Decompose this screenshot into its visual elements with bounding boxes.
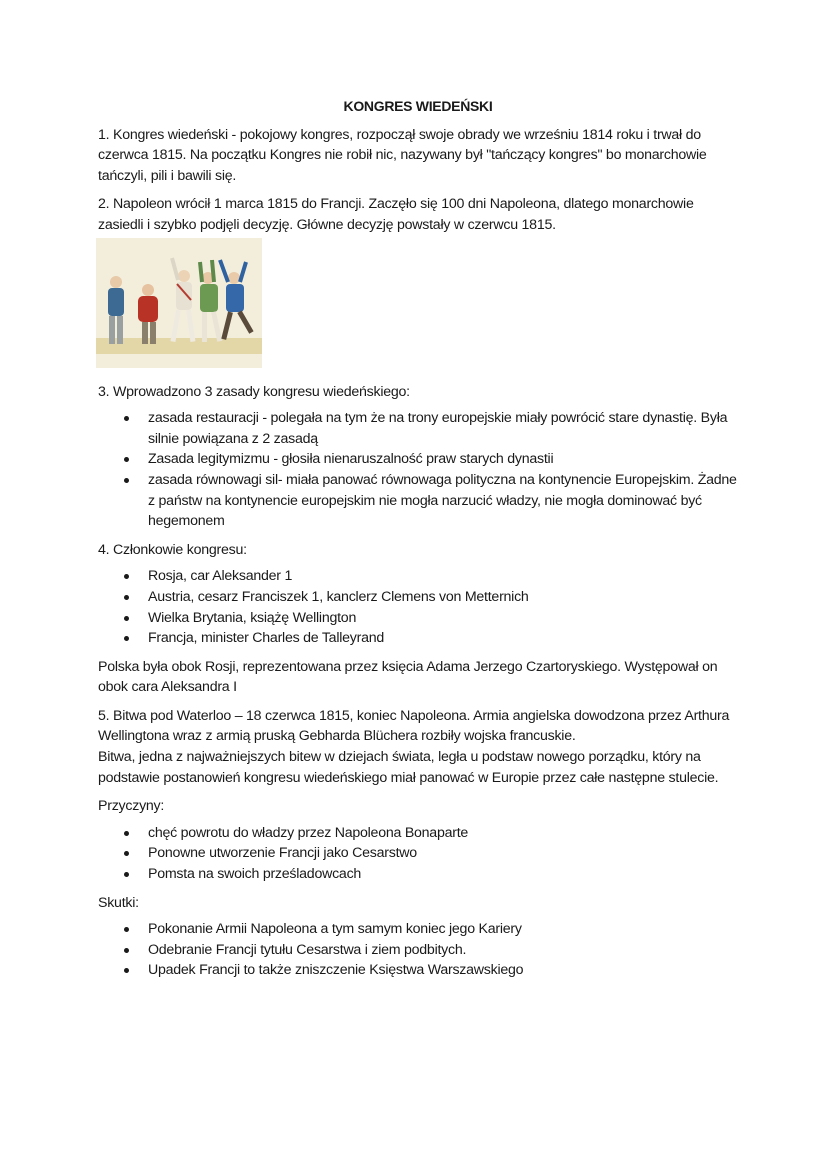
list-item: Rosja, car Aleksander 1 <box>98 566 738 587</box>
list-item: Austria, cesarz Franciszek 1, kanclerz Clemens von Metternich <box>98 587 738 608</box>
section-1-paragraph: 1. Kongres wiedeński - pokojowy kongres, rozpoczął swoje obrady we wrześniu 1814 roku i trwał do czerwca 1815. Na początku Kongres nie robił nic, nazywany był "tańczący kongres" bo monarchowie tańczyli, pili i bawili się. <box>98 126 707 184</box>
caricature-illustration-icon <box>96 238 262 368</box>
list-item: Upadek Francji to także zniszczenie Księstwa Warszawskiego <box>98 960 738 981</box>
list-item: Pomsta na swoich prześladowcach <box>98 864 738 885</box>
list-item: Wielka Brytania, książę Wellington <box>98 608 738 629</box>
causes-list <box>98 823 738 885</box>
effects-heading: Skutki: <box>98 894 139 911</box>
section-5-continuation: Bitwa, jedna z najważniejszych bitew w dziejach świata, legła u podstaw nowego porządku, który na podstawie postanowień kongresu wiedeńskiego miał panować w Europie przez całe następne stulecie. <box>98 749 719 786</box>
section-5-paragraph: 5. Bitwa pod Waterloo – 18 czerwca 1815, koniec Napoleona. Armia angielska dowodzona przez Arthura Wellingtona wraz z armią pruską Gebharda Blüchera rozbiły wojska francuskie. <box>98 707 730 745</box>
list-item: Ponowne utworzenie Francji jako Cesarstwo <box>98 843 738 864</box>
section-2-paragraph: 2. Napoleon wrócił 1 marca 1815 do Francji. Zaczęło się 100 dni Napoleona, dlatego monarchowie zasiedli i szybko podjęli decyzję. Główne decyzję powstały w czerwcu 1815. <box>98 196 694 233</box>
list-item: Odebranie Francji tytułu Cesarstwa i ziem podbitych. <box>98 940 738 961</box>
document-page <box>98 96 738 989</box>
poland-note: Polska była obok Rosji, reprezentowana przez księcia Adama Jerzego Czartoryskiego. Występował on obok cara Aleksandra I <box>98 658 718 696</box>
list-item: Zasada legitymizmu - głosiła nienaruszalność praw starych dynastii <box>98 449 738 470</box>
list-item: chęć powrotu do władzy przez Napoleona Bonaparte <box>98 823 738 844</box>
list-item: Francja, minister Charles de Talleyrand <box>98 628 738 649</box>
members-list <box>98 566 738 648</box>
dancing-monarchs-image <box>96 238 262 368</box>
list-item: zasada restauracji - polegała na tym że na trony europejskie miały powrócić stare dynastię. Była silnie powiązana z 2 zasadą <box>98 408 738 449</box>
list-item: zasada równowagi sil- miała panować równowaga polityczna na kontynencie Europejskim. Żadne z państw na kontynencie europejskim nie mogła narzucić władzy, nie mogła dominować być hegemonem <box>98 470 738 532</box>
principles-list <box>98 408 738 532</box>
section-4-heading: 4. Członkowie kongresu: <box>98 541 247 558</box>
document-title: KONGRES WIEDEŃSKI <box>343 98 493 114</box>
section-3-heading: 3. Wprowadzono 3 zasady kongresu wiedeńskiego: <box>98 383 410 400</box>
effects-list <box>98 919 738 981</box>
list-item: Pokonanie Armii Napoleona a tym samym koniec jego Kariery <box>98 919 738 940</box>
causes-heading: Przyczyny: <box>98 798 165 815</box>
